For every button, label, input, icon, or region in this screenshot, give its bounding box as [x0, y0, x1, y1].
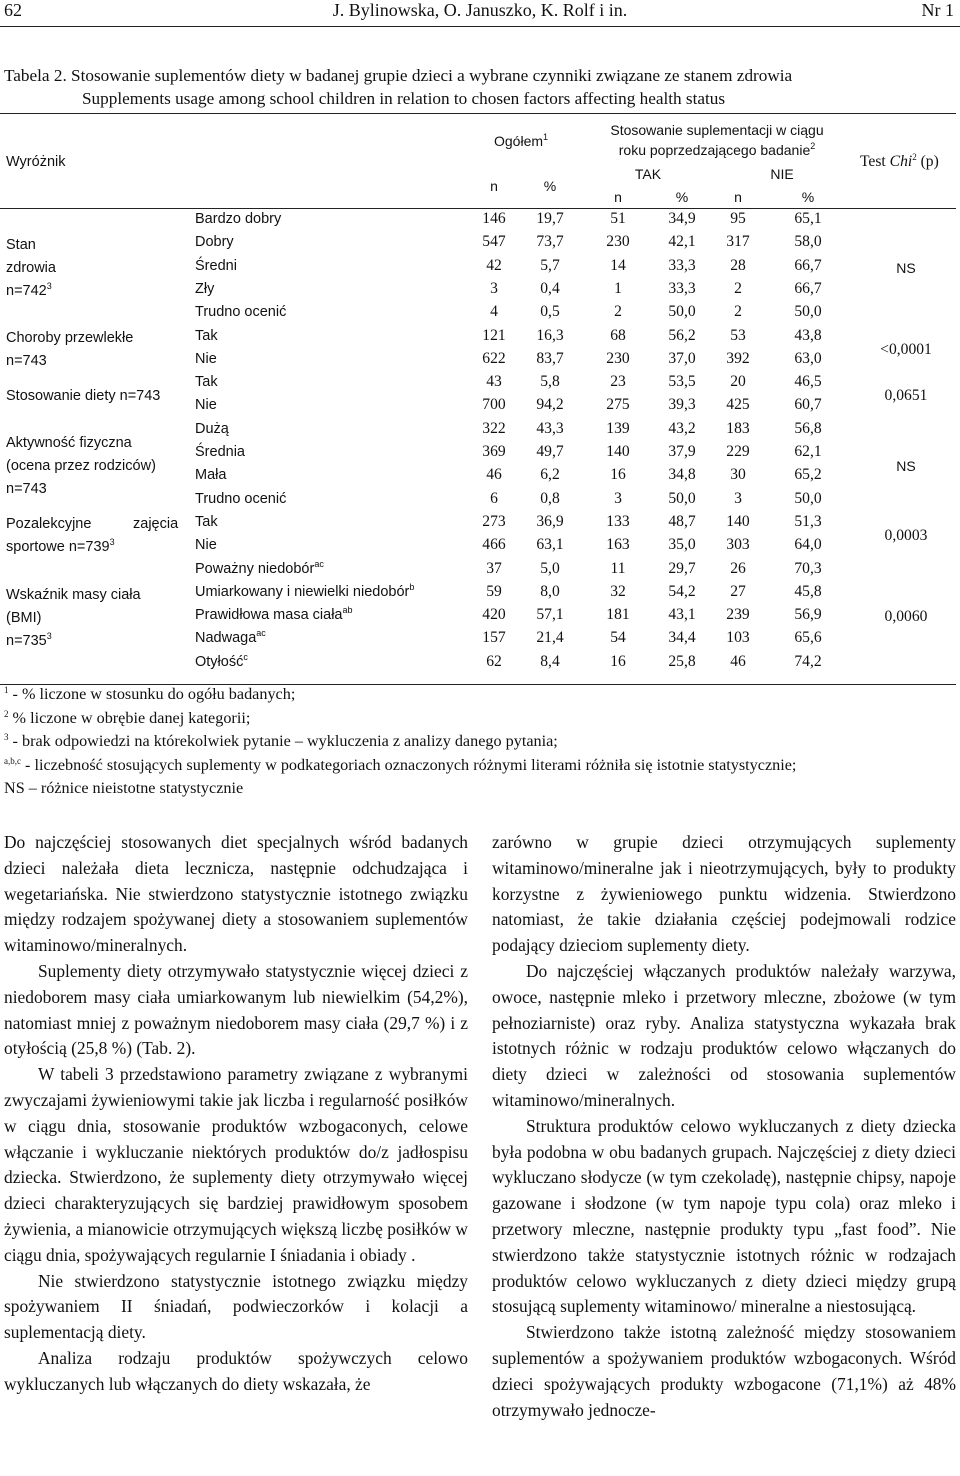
cell-pct: 63,1: [536, 536, 564, 554]
cell-tak-pct: 56,2: [668, 326, 696, 344]
page-number: 62: [4, 0, 22, 20]
p-value-choroby: <0,0001: [880, 341, 932, 358]
cell-tak-pct: 33,3: [668, 279, 696, 297]
group-pozalekcyjne-line2: sportowe $n=739^3$: [6, 537, 115, 555]
cell-n: 59: [486, 582, 502, 600]
table-footnotes: [4, 683, 960, 801]
cell-n: 46: [486, 466, 502, 484]
row-category: Bardzo dobry: [195, 211, 282, 227]
cell-n: 3: [490, 279, 498, 297]
cell-tak-n: 51: [610, 210, 626, 227]
cell-n: 37: [486, 559, 502, 577]
body-paragraph: Suplementy diety otrzymywało statystycznie więcej dzieci z niedoborem masy ciała umiarkowanym lub niewielkim (54,2%), natomiast mniej z poważnym niedoborem masy ciała (29,7 %) i z otyłością (25,8 %) (Tab. 2).: [4, 960, 468, 1059]
cell-n: 420: [482, 606, 506, 624]
header-stosowanie-line1: Stosowanie suplementacji w ciągu: [610, 122, 824, 138]
table-header-rule: [0, 208, 956, 209]
cell-tak-n: 139: [606, 419, 630, 437]
body-paragraph: zarówno w grupie dzieci otrzymujących suplementy witaminowo/mineralne jak i nieotrzymujących, były to produkty korzystne z żywieniowego punktu widzenia. Stwierdzono natomiast, że takie działania częściej podejmowali rodzice podający dzieciom suplementy diety.: [492, 832, 956, 956]
cell-pct: 0,4: [540, 279, 560, 297]
cell-n: 369: [482, 443, 506, 460]
cell-nie-pct: 46,5: [794, 373, 822, 391]
cell-tak-pct: 50,0: [668, 303, 696, 321]
header-pct-total: %: [543, 178, 557, 194]
row-category: Dobry: [195, 234, 234, 251]
group-stan-line3: $n=742^3$: [6, 281, 52, 299]
cell-nie-n: 2: [734, 303, 742, 321]
body-paragraph: Struktura produktów celowo wykluczanych z diety dziecka była podobna w obu badanych grupach. Najczęściej z diety dzieci wykluczano słodycze (w tym czekoladę), następnie chipsy, napoje gazowane i słodzone (w tym napoje typu cola) oraz mleko i przetwory mleczne, następnie produkty typu „fast food”. Nie stwierdzono także statystycznie istotnych różnic w rodzajach produktów celowo wykluczanych z diety dzieci między grupą stosującą suplementy witaminowo/ mineralne a niestosującą.: [492, 1115, 956, 1317]
row-category: Trudno ocenić: [195, 490, 287, 507]
cell-nie-pct: 66,7: [794, 279, 822, 297]
cell-n: 6: [490, 489, 498, 507]
cell-pct: 21,4: [536, 629, 564, 647]
header-stosowanie-line2: roku poprzedzającego badanie$^2$: [618, 141, 816, 158]
cell-pct: 5,0: [540, 559, 560, 577]
row-category: Średni: [195, 257, 237, 274]
group-choroby-line1: Choroby przewlekłe: [6, 330, 134, 346]
cell-tak-pct: 34,8: [668, 466, 696, 484]
cell-nie-n: 28: [730, 256, 746, 274]
row-category: Otyłość$^c$: [195, 651, 248, 670]
header-n-total: n: [490, 178, 498, 194]
cell-nie-n: 229: [726, 443, 750, 460]
running-header: [0, 0, 960, 26]
header-wyroznik: Wyróżnik: [6, 154, 66, 170]
cell-nie-n: 27: [730, 582, 746, 600]
body-paragraph: Stwierdzono także istotną zależność między stosowaniem suplementów a spożywaniem produktów wzbogaconych. Wśród dzieci spożywających produkty wzbogacone (71,1%) aż 48% otrzymywało jednocze-: [492, 1322, 956, 1420]
cell-n: 42: [486, 256, 502, 274]
group-bmi-line2: (BMI): [6, 610, 42, 626]
cell-tak-pct: 29,7: [668, 559, 696, 577]
cell-nie-pct: 66,7: [794, 256, 822, 274]
row-category: Tak: [195, 513, 218, 530]
cell-tak-n: 54: [610, 629, 626, 647]
cell-tak-pct: 42,1: [668, 233, 696, 251]
group-pozalekcyjne-line1a: Pozalekcyjne: [6, 516, 92, 532]
cell-pct: 49,7: [536, 443, 564, 460]
cell-nie-pct: 56,8: [794, 419, 822, 437]
cell-n: 466: [482, 536, 506, 554]
cell-nie-pct: 74,2: [794, 652, 822, 670]
cell-pct: 36,9: [536, 512, 564, 530]
cell-nie-pct: 56,9: [794, 606, 822, 624]
body-column-left: [4, 830, 468, 1398]
cell-pct: 5,8: [540, 373, 560, 391]
cell-n: 322: [482, 419, 506, 437]
footnote: NS – różnice nieistotne statystycznie: [4, 779, 244, 797]
body-paragraph: W tabeli 3 przedstawiono parametry związane z wybranymi zwyczajami żywieniowymi takie jak liczba i regularność posiłków w ciągu dnia, stosowanie produktów wzbogaconych, celowe włączanie i wykluczanie niektórych produktów do/z jadłospisu dziecka. Stwierdzono, że suplementy diety otrzymywało więcej dzieci charakteryzujących się bardziej prawidłowym sposobem żywienia, a mianowicie otrzymujących większą liczbę posiłków w ciągu dnia, spożywających regularnie I śniadania i obiady .: [4, 1064, 468, 1265]
cell-nie-pct: 50,0: [794, 303, 822, 321]
cell-nie-n: 317: [726, 233, 750, 251]
group-bmi-line3: $n=735^3$: [6, 631, 52, 649]
row-category: Tak: [195, 327, 218, 344]
row-category: Nie: [195, 537, 217, 554]
cell-tak-pct: 39,3: [668, 396, 696, 414]
footnote: $^3$ - brak odpowiedzi na którekolwiek pytanie – wykluczenia z analizy danego pytania;: [4, 732, 558, 750]
header-n-tak: n: [614, 189, 622, 205]
group-stan-line1: Stan: [6, 237, 36, 253]
cell-pct: 57,1: [536, 606, 564, 624]
body-column-right: [492, 830, 956, 1423]
cell-tak-pct: 37,0: [668, 349, 696, 367]
cell-tak-n: 230: [606, 349, 630, 367]
cell-nie-pct: 43,8: [794, 326, 822, 344]
cell-tak-n: 1: [614, 279, 622, 297]
cell-n: 43: [486, 373, 502, 391]
body-paragraph: Do najczęściej stosowanych diet specjalnych wśród badanych dzieci należała dieta lecznicza, następnie odchudzająca i wegetariańska. Nie stwierdzono statystycznie istotnego związku między rodzajem spożywanej diety a stosowaniem suplementów witaminowo/mineralnych.: [4, 832, 468, 956]
cell-n: 700: [482, 396, 506, 414]
cell-nie-pct: 70,3: [794, 559, 822, 577]
cell-nie-pct: 62,1: [794, 443, 822, 460]
p-value-dieta: 0,0651: [884, 387, 928, 404]
cell-pct: 43,3: [536, 419, 564, 437]
group-aktywnosc-line1: Aktywność fizyczna: [6, 435, 132, 451]
header-test-chi: Test Chi$^2$ (p): [860, 152, 939, 170]
cell-tak-n: 14: [610, 256, 626, 274]
cell-nie-n: 303: [726, 536, 750, 554]
cell-tak-pct: 48,7: [668, 512, 696, 530]
row-category: Mała: [195, 467, 227, 484]
cell-tak-n: 275: [606, 396, 630, 414]
cell-pct: 8,0: [540, 582, 560, 600]
cell-tak-n: 3: [614, 489, 622, 507]
p-value-pozalekcyjne: 0,0003: [884, 527, 928, 544]
running-authors: J. Bylinowska, O. Januszko, K. Rolf i in.: [332, 0, 628, 20]
cell-n: 4: [490, 303, 498, 321]
cell-tak-pct: 43,1: [668, 606, 696, 624]
row-category: Średnia: [195, 444, 245, 460]
footnote: $^2$ % liczone w obrębie danej kategorii;: [4, 708, 251, 727]
footnote: $^{a,b,c}$ - liczebność stosujących suplementy w podkategoriach oznaczonych różnymi literami różniła się istotnie statystycznie;: [4, 755, 797, 774]
cell-nie-pct: 50,0: [794, 489, 822, 507]
cell-nie-pct: 60,7: [794, 396, 822, 414]
cell-pct: 94,2: [536, 396, 564, 414]
row-category: Poważny niedobór$^{ac}$: [195, 558, 324, 577]
cell-tak-n: 140: [606, 443, 630, 460]
row-category: Dużą: [195, 420, 229, 437]
p-value-bmi: 0,0060: [884, 608, 928, 625]
cell-tak-pct: 50,0: [668, 489, 696, 507]
row-category: Tak: [195, 374, 218, 391]
footnote: $^1$ - % liczone w stosunku do ogółu badanych;: [4, 685, 296, 703]
cell-nie-n: 53: [730, 326, 746, 344]
cell-nie-n: 30: [730, 466, 746, 484]
header-pct-tak: %: [675, 189, 689, 205]
row-category: Zły: [195, 280, 215, 297]
issue-number: Nr 1: [921, 0, 954, 20]
cell-tak-pct: 37,9: [668, 443, 696, 460]
cell-nie-pct: 64,0: [794, 536, 822, 554]
cell-tak-n: 133: [606, 512, 630, 530]
header-n-nie: n: [734, 189, 742, 205]
cell-tak-pct: 43,2: [668, 419, 696, 437]
cell-n: 157: [482, 629, 506, 647]
cell-nie-n: 140: [726, 512, 750, 530]
row-category: Nie: [195, 397, 217, 414]
cell-nie-n: 26: [730, 559, 746, 577]
cell-nie-pct: 65,1: [794, 210, 822, 227]
cell-tak-n: 32: [610, 582, 626, 600]
cell-nie-n: 46: [730, 652, 746, 670]
cell-n: 121: [482, 326, 506, 344]
group-aktywnosc-line2: (ocena przez rodziców): [6, 458, 156, 474]
cell-n: 273: [482, 512, 506, 530]
cell-nie-n: 425: [726, 396, 750, 414]
cell-nie-n: 103: [726, 629, 750, 647]
cell-tak-n: 16: [610, 652, 626, 670]
row-category: Nadwaga$^{ac}$: [195, 628, 266, 647]
header-nie: NIE: [770, 166, 794, 182]
cell-nie-pct: 63,0: [794, 349, 822, 367]
cell-tak-n: 2: [614, 303, 622, 321]
cell-tak-n: 23: [610, 373, 626, 391]
header-tak: TAK: [634, 166, 662, 182]
group-bmi-line1: Wskaźnik masy ciała: [6, 587, 141, 603]
group-choroby-line2: n=743: [6, 353, 47, 369]
row-category: Prawidłowa masa ciała$^{ab}$: [195, 605, 353, 624]
body-paragraph: Do najczęściej włączanych produktów należały warzywa, owoce, następnie mleko i przetwory mleczne, zbożowe (w tym pełnoziarniste) oraz ryby. Analiza statystyczna wykazała brak istotnych różnic w rodzaju produktów celowo włączanych do diety dzieci w zależności od stosowania suplementów witaminowo/mineralnych.: [492, 960, 956, 1110]
cell-nie-pct: 45,8: [794, 582, 822, 600]
cell-nie-n: 392: [726, 349, 750, 367]
cell-nie-n: 2: [734, 279, 742, 297]
body-paragraph: Nie stwierdzono statystycznie istotnego związku między spożywaniem II śniadań, podwieczorków i kolacji a suplementacją diety.: [4, 1270, 468, 1343]
cell-tak-n: 163: [606, 536, 630, 554]
body-paragraph: Analiza rodzaju produktów spożywczych celowo wykluczanych lub włączanych do diety wskazała, że: [4, 1347, 468, 1394]
header-ogolem: Ogółem$^1$: [494, 132, 549, 149]
cell-n: 146: [482, 210, 506, 227]
group-aktywnosc-line3: n=743: [6, 481, 47, 497]
table-top-rule: [0, 113, 956, 114]
cell-pct: 8,4: [540, 652, 560, 670]
group-pozalekcyjne-line1b: zajęcia: [133, 516, 179, 532]
caption-english: Supplements usage among school children in relation to chosen factors affecting health status: [82, 89, 726, 108]
cell-tak-pct: 35,0: [668, 536, 696, 554]
cell-nie-n: 239: [726, 606, 750, 624]
group-stan-line2: zdrowia: [6, 260, 56, 276]
cell-nie-n: 3: [734, 489, 742, 507]
cell-nie-pct: 65,6: [794, 629, 822, 647]
cell-tak-n: 11: [610, 559, 626, 577]
cell-tak-pct: 25,8: [668, 652, 696, 670]
row-category: Umiarkowany i niewielki niedobór$^b$: [195, 581, 415, 600]
cell-nie-n: 20: [730, 373, 746, 391]
cell-tak-pct: 53,5: [668, 373, 696, 391]
cell-pct: 19,7: [536, 210, 564, 227]
row-category: Nie: [195, 350, 217, 367]
cell-n: 547: [482, 233, 506, 251]
cell-tak-pct: 54,2: [668, 582, 696, 600]
cell-pct: 5,7: [540, 256, 560, 274]
cell-nie-n: 183: [726, 419, 750, 437]
group-dieta-line1: Stosowanie diety n=743: [6, 388, 161, 404]
cell-tak-n: 230: [606, 233, 630, 251]
cell-nie-pct: 65,2: [794, 466, 822, 484]
cell-tak-pct: 34,9: [668, 210, 696, 227]
cell-n: 62: [486, 652, 502, 670]
row-category: Trudno ocenić: [195, 304, 287, 321]
p-value-aktywnosc: NS: [896, 458, 916, 474]
cell-pct: 16,3: [536, 326, 564, 344]
cell-pct: 0,8: [540, 489, 560, 507]
cell-tak-n: 68: [610, 326, 626, 344]
cell-tak-n: 181: [606, 606, 630, 624]
cell-nie-pct: 51,3: [794, 512, 822, 530]
header-pct-nie: %: [801, 189, 815, 205]
cell-pct: 6,2: [540, 466, 560, 484]
p-value-stan: NS: [896, 260, 916, 276]
cell-tak-pct: 33,3: [668, 256, 696, 274]
cell-n: 622: [482, 349, 506, 367]
cell-nie-pct: 58,0: [794, 233, 822, 251]
cell-tak-pct: 34,4: [668, 629, 696, 647]
cell-tak-n: 16: [610, 466, 626, 484]
cell-nie-n: 95: [730, 210, 746, 227]
cell-pct: 73,7: [536, 233, 564, 251]
table-caption: [4, 64, 956, 110]
cell-pct: 0,5: [540, 303, 560, 321]
cell-pct: 83,7: [536, 349, 564, 367]
header-rule: [0, 26, 960, 27]
caption-polish: Tabela 2. Stosowanie suplementów diety w badanej grupie dzieci a wybrane czynniki związane ze stanem zdrowia: [4, 66, 793, 85]
